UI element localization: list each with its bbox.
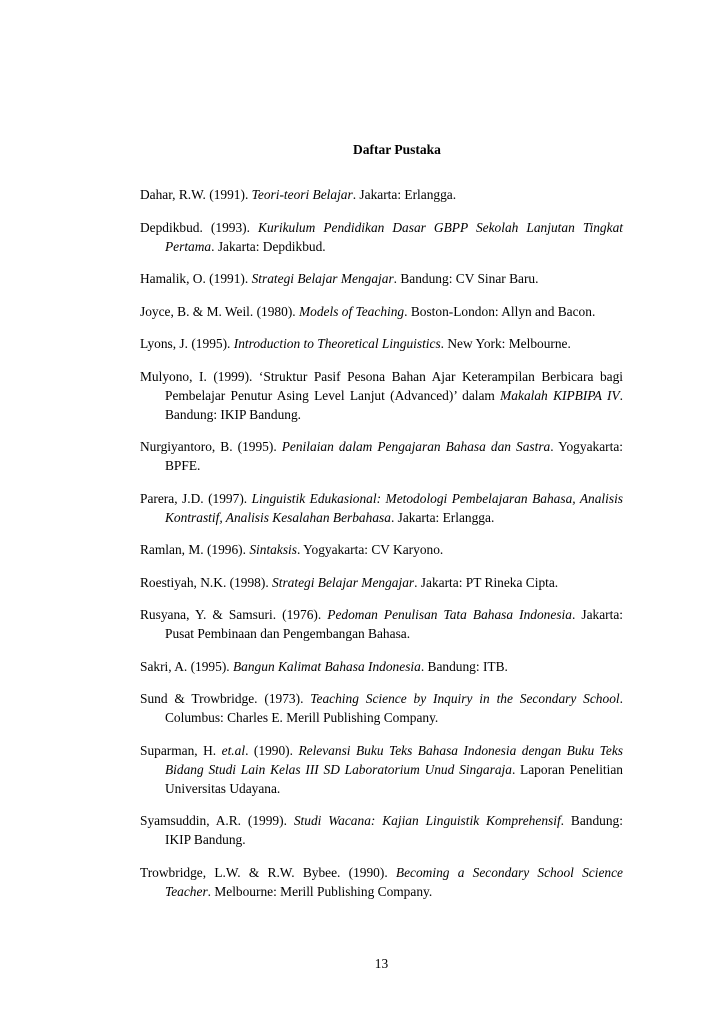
reference-publisher: . Bandung: ITB. <box>420 658 508 674</box>
reference-etal: et.al <box>221 742 246 758</box>
reference-text: Ramlan, M. (1996). <box>140 542 250 557</box>
reference-entry <box>140 489 623 527</box>
reference-title: Sintaksis <box>249 542 297 557</box>
reference-entry <box>140 218 623 256</box>
page-number: 13 <box>374 956 389 971</box>
reference-entry <box>140 185 623 204</box>
reference-entry <box>140 689 623 727</box>
reference-publisher: . Laporan Penelitian Universitas Udayana. <box>165 761 623 796</box>
reference-entry <box>140 573 623 592</box>
reference-publisher: . Jakarta: Pusat Pembinaan dan Pengembangan Bahasa. <box>165 607 623 641</box>
reference-text: Sund & Trowbridge. (1973). <box>140 691 311 706</box>
reference-entry <box>140 437 623 475</box>
reference-title: Linguistik Edukasional: Metodologi Pembelajaran Bahasa, Analisis Kontrastif, Analisis Kesalahan Berbahasa <box>165 490 623 525</box>
reference-text: Dahar, R.W. (1991). <box>140 187 252 202</box>
reference-entry <box>140 811 623 849</box>
reference-title: Penilaian dalam Pengajaran Bahasa dan Sastra <box>281 439 551 454</box>
reference-title: Teori-teori Belajar <box>251 187 353 202</box>
reference-publisher: . Jakarta: Depdikbud. <box>211 238 326 254</box>
reference-entry <box>140 540 623 559</box>
reference-title: Studi Wacana: Kajian Linguistik Komprehensif <box>293 813 561 828</box>
reference-text: Joyce, B. & M. Weil. (1980). <box>140 303 299 319</box>
reference-publisher: . Bandung: IKIP Bandung. <box>165 813 623 847</box>
reference-entry <box>140 269 623 288</box>
reference-entry <box>140 741 623 798</box>
reference-text: Hamalik, O. (1991). <box>140 271 252 286</box>
reference-text: Syamsuddin, A.R. (1999). <box>140 813 294 828</box>
reference-publisher: . Bandung: CV Sinar Baru. <box>393 271 539 286</box>
reference-title: Models of Teaching <box>298 303 405 319</box>
reference-publisher: . Yogyakarta: CV Karyono. <box>296 542 444 557</box>
reference-title: Becoming a Secondary School Science Teacher <box>165 864 623 899</box>
reference-title: Relevansi Buku Teks Bahasa Indonesia dengan Buku Teks Bidang Studi Lain Kelas III SD Laboratorium Unud Singaraja <box>165 742 623 777</box>
reference-publisher: . Jakarta: Erlangga. <box>390 509 495 525</box>
reference-title: Kurikulum Pendidikan Dasar GBPP Sekolah Lanjutan Tingkat Pertama <box>165 219 623 254</box>
reference-publisher: . Jakarta: Erlangga. <box>352 187 457 202</box>
reference-publisher: . Jakarta: PT Rineka Cipta. <box>414 574 559 590</box>
reference-text: Rusyana, Y. & Samsuri. (1976). <box>140 607 328 622</box>
reference-title: Bangun Kalimat Bahasa Indonesia <box>232 658 421 674</box>
reference-text: Trowbridge, L.W. & R.W. Bybee. (1990). <box>140 864 396 880</box>
reference-entry <box>140 657 623 676</box>
reference-publisher: . Melbourne: Merill Publishing Company. <box>207 883 433 899</box>
reference-entry <box>140 863 623 901</box>
reference-text: Suparman, H. <box>140 742 222 758</box>
page-title: Daftar Pustaka <box>353 142 441 157</box>
reference-title: Teaching Science by Inquiry in the Secondary School <box>310 691 620 706</box>
reference-year: . (1990). <box>245 742 299 758</box>
reference-publisher: . Yogyakarta: BPFE. <box>165 439 623 473</box>
reference-title: Makalah KIPBIPA IV <box>500 387 620 403</box>
reference-entry <box>140 367 623 424</box>
reference-entry <box>140 605 623 643</box>
reference-title: Strategi Belajar Mengajar <box>272 574 415 590</box>
reference-text: Lyons, J. (1995). <box>140 336 234 351</box>
reference-publisher: . Bandung: IKIP Bandung. <box>165 387 623 422</box>
reference-text: Sakri, A. (1995). <box>140 658 233 674</box>
reference-text: Mulyono, I. (1999). ‘Struktur Pasif Pesona Bahan Ajar Keterampilan Berbicara bagi Pembelajar Penutur Asing Level Lanjut (Advanced)’ dalam <box>140 368 623 403</box>
reference-title: Strategi Belajar Mengajar <box>251 271 394 286</box>
reference-publisher: . Boston-London: Allyn and Bacon. <box>404 303 596 319</box>
reference-text: Depdikbud. (1993). <box>140 219 259 235</box>
reference-publisher: . Columbus: Charles E. Merill Publishing Company. <box>165 691 623 725</box>
reference-entry <box>140 302 623 321</box>
reference-text: Nurgiyantoro, B. (1995). <box>140 439 282 454</box>
reference-title: Introduction to Theoretical Linguistics <box>233 336 441 351</box>
reference-entry <box>140 334 623 353</box>
reference-text: Roestiyah, N.K. (1998). <box>140 574 273 590</box>
reference-title: Pedoman Penulisan Tata Bahasa Indonesia <box>327 607 572 622</box>
reference-list <box>140 185 623 914</box>
reference-text: Parera, J.D. (1997). <box>140 490 252 506</box>
reference-publisher: . New York: Melbourne. <box>440 336 571 351</box>
